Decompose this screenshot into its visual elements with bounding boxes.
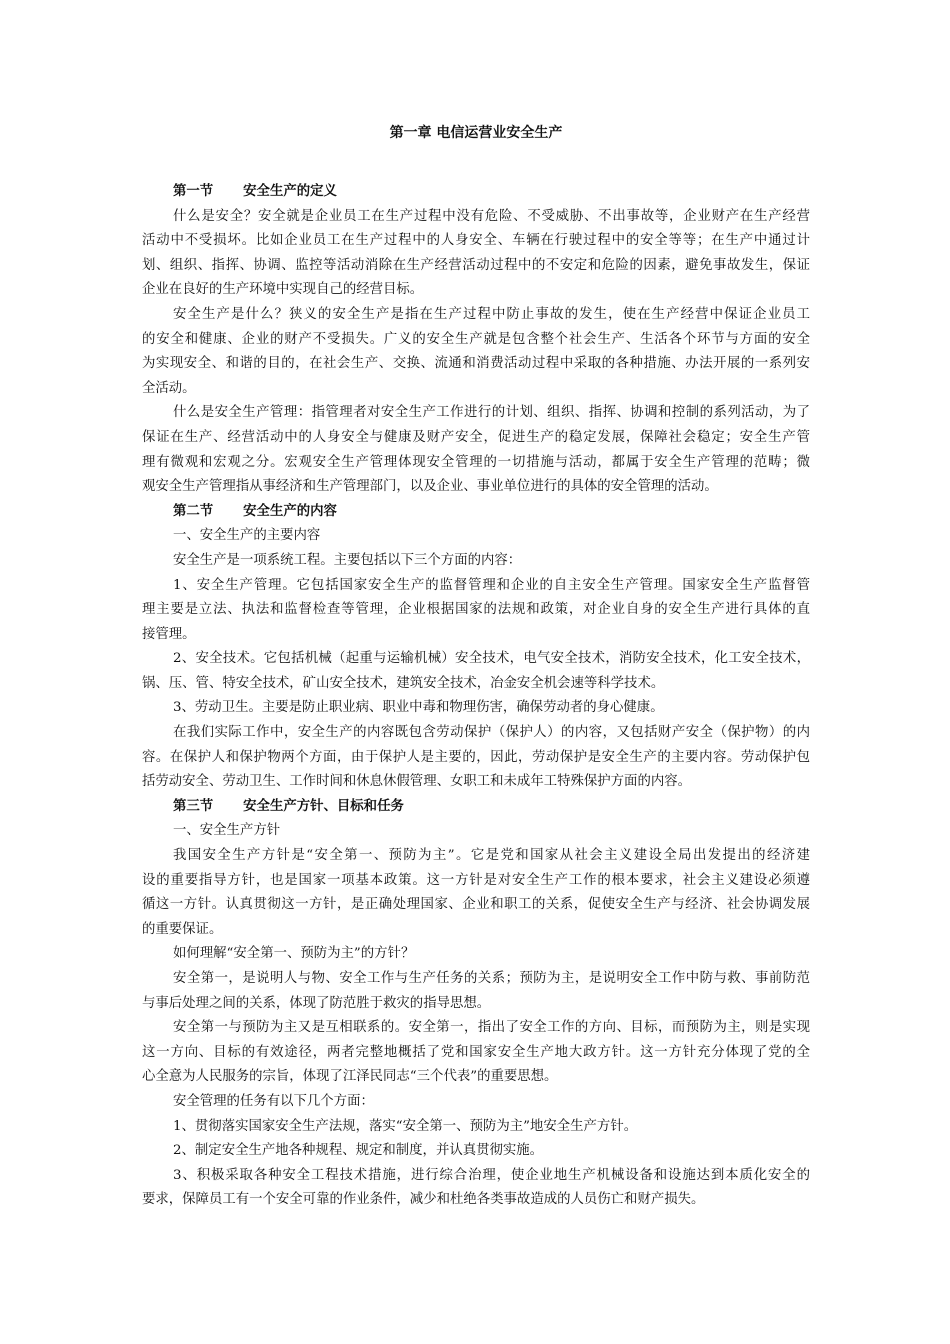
text-line: 安全第一，是说明人与物、安全工作与生产任务的关系；预防为主，是说明安全工作中防与救、事前防范 <box>173 971 810 986</box>
section-number: 第三节 <box>173 798 214 814</box>
text-line: 循这一方针。认真贯彻这一方针，是正确处理国家、企业和职工的关系，促使安全生产与经济、社会协调发展 <box>142 897 810 913</box>
text-line: 的重要保证。 <box>142 921 223 937</box>
text-line: 1、安全生产管理。它包括国家安全生产的监督管理和企业的自主安全生产管理。国家安全生产监督管 <box>173 577 810 593</box>
section-heading <box>142 180 810 205</box>
text-line: 什么是安全生产管理：指管理者对安全生产工作进行的计划、组织、指挥、协调和控制的系列活动，为了 <box>173 405 810 421</box>
text-line: 如何理解“安全第一、预防为主”的方针？ <box>173 946 415 962</box>
text-line: 心全意为人民服务的宗旨，体现了江泽民同志“三个代表”的重要思想。 <box>142 1069 558 1085</box>
text-line: 活动中不受损坏。比如企业员工在生产过程中的人身安全、车辆在行驶过程中的安全等等；在生产中通过计 <box>142 233 810 249</box>
text-line: 安全生产是什么？狭义的安全生产是指在生产过程中防止事故的发生，使在生产经营中保证企业员工 <box>173 306 810 322</box>
text-line: 与事后处理之间的关系，体现了防范胜于救灾的指导思想。 <box>142 995 491 1011</box>
chapter-title: 第一章 电信运营业安全生产 <box>389 125 563 141</box>
text-line: 一、安全生产方针 <box>173 823 281 839</box>
text-line: 要求，保障员工有一个安全可靠的作业条件，减少和杜绝各类事故造成的人员伤亡和财产损失。 <box>142 1192 705 1208</box>
text-line: 2、制定安全生产地各种规程、规定和制度，并认真贯彻实施。 <box>173 1143 544 1159</box>
text-line: 在我们实际工作中，安全生产的内容既包含劳动保护（保护人）的内容，又包括财产安全（保护物）的内 <box>173 725 810 741</box>
text-line: 的安全和健康、企业的财产不受损失。广义的安全生产就是包含整个社会生产、生活各个环节与方面的安全 <box>142 331 810 347</box>
section-title: 安全生产方针、目标和任务 <box>243 798 404 814</box>
text-line: 2、安全技术。它包括机械（起重与运输机械）安全技术，电气安全技术，消防安全技术，化工安全技术， <box>173 651 810 667</box>
text-line: 什么是安全？安全就是企业员工在生产过程中没有危险、不受威胁、不出事故等，企业财产在生产经营 <box>173 208 810 224</box>
section-title: 安全生产的定义 <box>243 184 337 199</box>
text-line: 设的重要指导方针，也是国家一项基本政策。这一方针是对安全生产工作的根本要求，社会主义建设必须遵 <box>142 872 810 888</box>
text-line: 观安全生产管理指从事经济和生产管理部门，以及企业、事业单位进行的具体的安全管理的活动。 <box>142 479 718 495</box>
text-line: 全活动。 <box>142 380 196 396</box>
section-heading <box>142 795 810 820</box>
text-line: 接管理。 <box>142 626 196 642</box>
text-line: 3、劳动卫生。主要是防止职业病、职业中毒和物理伤害，确保劳动者的身心健康。 <box>173 700 664 716</box>
text-line: 括劳动安全、劳动卫生、工作时间和休息休假管理、女职工和未成年工特殊保护方面的内容。 <box>142 774 692 790</box>
text-line: 1、贯彻落实国家安全生产法规，落实“安全第一、预防为主”地安全生产方针。 <box>173 1118 638 1134</box>
text-line: 保证在生产、经营活动中的人身安全与健康及财产安全，促进生产的稳定发展，保障社会稳定；安全生产管 <box>142 429 810 445</box>
document-page <box>142 122 810 1213</box>
document-body <box>142 180 810 1213</box>
section-number: 第二节 <box>173 503 214 519</box>
text-line: 安全管理的任务有以下几个方面： <box>173 1093 374 1109</box>
text-line: 理有微观和宏观之分。宏观安全生产管理体现安全管理的一切措施与活动，都属于安全生产管理的范畴；微 <box>142 454 810 470</box>
text-line: 3、积极采取各种安全工程技术措施，进行综合治理，使企业地生产机械设备和设施达到本质化安全的 <box>173 1167 810 1183</box>
text-line: 安全第一与预防为主又是互相联系的。安全第一，指出了安全工作的方向、目标，而预防为主，则是实现 <box>173 1020 810 1036</box>
text-line: 我国安全生产方针是“安全第一、预防为主”。它是党和国家从社会主义建设全局出发提出的经济建 <box>173 848 810 864</box>
text-line: 安全生产是一项系统工程。主要包括以下三个方面的内容： <box>173 552 522 568</box>
text-line: 划、组织、指挥、协调、监控等活动消除在生产经营活动过程中的不安定和危险的因素，避免事故发生，保证 <box>142 257 810 273</box>
text-line: 这一方向、目标的有效途径，两者完整地概括了党和国家安全生产地大政方针。这一方针充分体现了党的全 <box>142 1044 810 1060</box>
text-line: 容。在保护人和保护物两个方面，由于保护人是主要的，因此，劳动保护是安全生产的主要内容。劳动保护包 <box>142 749 810 765</box>
text-line: 理主要是立法、执法和监督检查等管理，企业根据国家的法规和政策，对企业自身的安全生产进行具体的直 <box>142 602 810 618</box>
text-line: 企业在良好的生产环境中实现自己的经营目标。 <box>142 282 424 298</box>
text-line: 一、安全生产的主要内容 <box>173 528 321 544</box>
section-title: 安全生产的内容 <box>243 503 337 519</box>
section-number: 第一节 <box>173 184 214 199</box>
text-line: 锅、压、管、特安全技术，矿山安全技术，建筑安全技术，冶金安全机会速等科学技术。 <box>142 675 665 691</box>
section-heading <box>142 500 810 525</box>
text-line: 为实现安全、和谐的目的，在社会生产、交换、流通和消费活动过程中采取的各种措施、办法开展的一系列安 <box>142 356 810 372</box>
